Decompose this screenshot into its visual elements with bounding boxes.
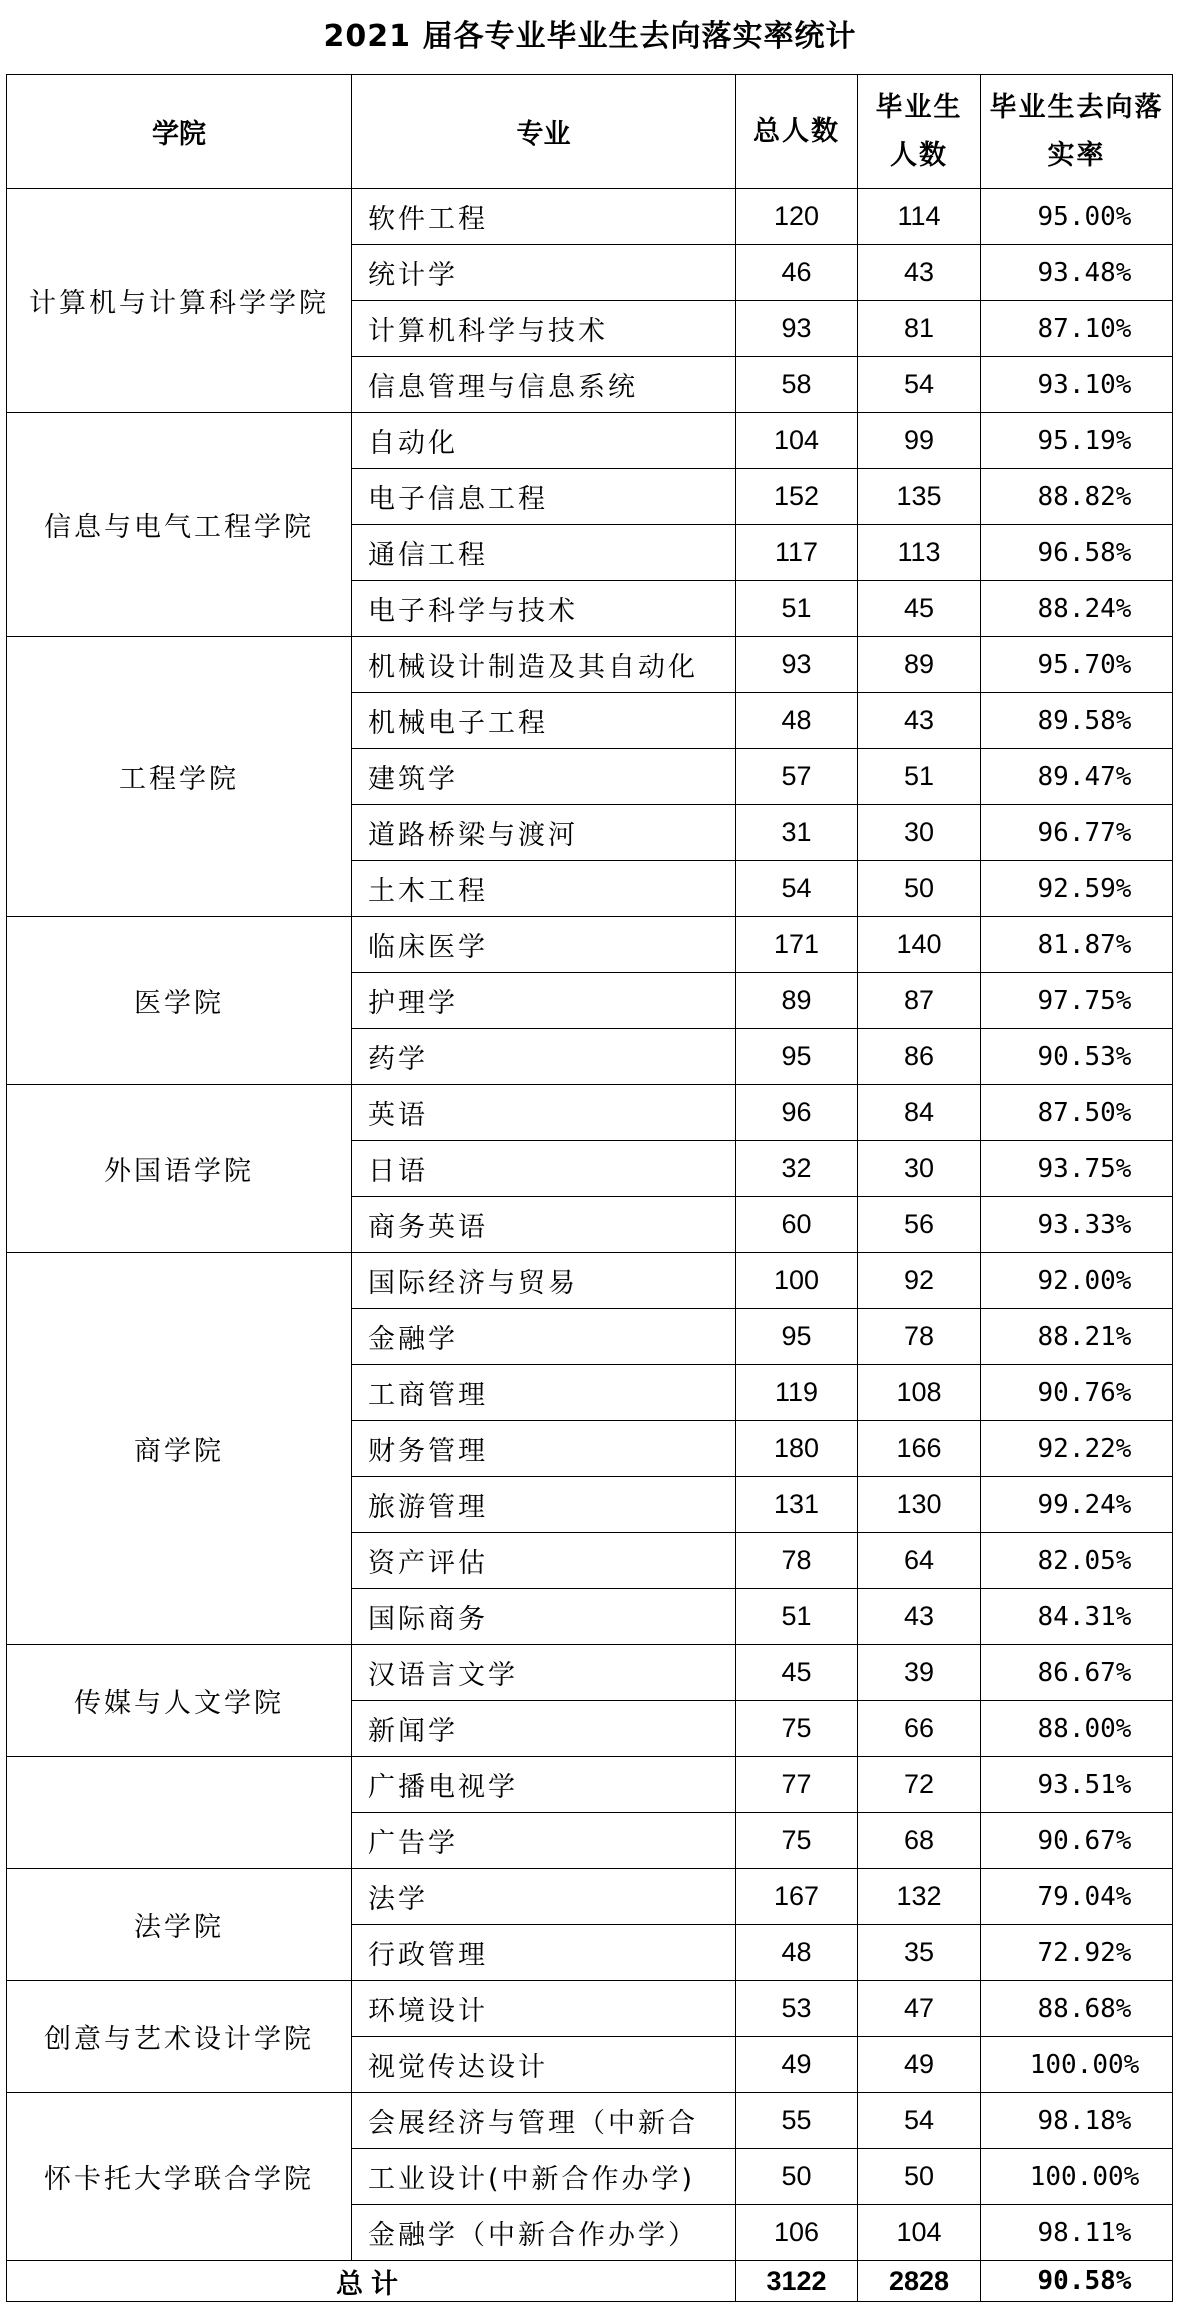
total-cell: 75 <box>736 1701 858 1757</box>
graduates-cell: 49 <box>858 2037 981 2093</box>
total-cell: 60 <box>736 1197 858 1253</box>
total-cell: 45 <box>736 1645 858 1701</box>
rate-cell: 72.92% <box>981 1925 1173 1981</box>
rate-cell: 79.04% <box>981 1869 1173 1925</box>
table-row <box>7 1085 1173 1141</box>
total-cell: 171 <box>736 917 858 973</box>
graduates-cell: 84 <box>858 1085 981 1141</box>
major-cell: 会展经济与管理（中新合 <box>352 2093 736 2149</box>
rate-cell: 86.67% <box>981 1645 1173 1701</box>
total-cell: 31 <box>736 805 858 861</box>
total-cell: 78 <box>736 1533 858 1589</box>
college-cell: 怀卡托大学联合学院 <box>7 2093 352 2261</box>
table-row <box>7 1757 1173 1813</box>
total-cell: 104 <box>736 413 858 469</box>
major-cell: 新闻学 <box>352 1701 736 1757</box>
major-cell: 电子信息工程 <box>352 469 736 525</box>
table-row <box>7 1253 1173 1309</box>
total-cell: 57 <box>736 749 858 805</box>
page-title: 2021 届各专业毕业生去向落实率统计 <box>323 19 857 54</box>
major-cell: 工业设计(中新合作办学) <box>352 2149 736 2205</box>
total-cell: 51 <box>736 581 858 637</box>
major-cell: 计算机科学与技术 <box>352 301 736 357</box>
total-cell: 120 <box>736 189 858 245</box>
rate-cell: 93.51% <box>981 1757 1173 1813</box>
major-cell: 英语 <box>352 1085 736 1141</box>
rate-cell: 82.05% <box>981 1533 1173 1589</box>
total-count: 3122 <box>736 2261 858 2302</box>
rate-cell: 81.87% <box>981 917 1173 973</box>
major-cell: 广播电视学 <box>352 1757 736 1813</box>
rate-cell: 84.31% <box>981 1589 1173 1645</box>
table-row <box>7 917 1173 973</box>
graduates-cell: 43 <box>858 1589 981 1645</box>
total-cell: 180 <box>736 1421 858 1477</box>
graduates-cell: 104 <box>858 2205 981 2261</box>
major-cell: 旅游管理 <box>352 1477 736 1533</box>
college-cell: 计算机与计算科学学院 <box>7 189 352 413</box>
rate-cell: 92.22% <box>981 1421 1173 1477</box>
major-cell: 视觉传达设计 <box>352 2037 736 2093</box>
rate-cell: 98.18% <box>981 2093 1173 2149</box>
rate-cell: 90.76% <box>981 1365 1173 1421</box>
graduates-cell: 56 <box>858 1197 981 1253</box>
major-cell: 日语 <box>352 1141 736 1197</box>
rate-cell: 88.82% <box>981 469 1173 525</box>
graduates-cell: 47 <box>858 1981 981 2037</box>
total-cell: 93 <box>736 301 858 357</box>
total-cell: 131 <box>736 1477 858 1533</box>
major-cell: 统计学 <box>352 245 736 301</box>
major-cell: 建筑学 <box>352 749 736 805</box>
total-cell: 32 <box>736 1141 858 1197</box>
graduates-cell: 130 <box>858 1477 981 1533</box>
header-major: 专业 <box>352 75 736 189</box>
rate-cell: 88.68% <box>981 1981 1173 2037</box>
rate-cell: 93.10% <box>981 357 1173 413</box>
total-rate: 90.58% <box>981 2261 1173 2302</box>
rate-cell: 96.77% <box>981 805 1173 861</box>
rate-cell: 87.50% <box>981 1085 1173 1141</box>
graduates-cell: 113 <box>858 525 981 581</box>
major-cell: 电子科学与技术 <box>352 581 736 637</box>
total-cell: 48 <box>736 1925 858 1981</box>
rate-cell: 93.48% <box>981 245 1173 301</box>
rate-cell: 95.19% <box>981 413 1173 469</box>
total-cell: 117 <box>736 525 858 581</box>
major-cell: 金融学 <box>352 1309 736 1365</box>
table-row <box>7 637 1173 693</box>
graduates-cell: 92 <box>858 1253 981 1309</box>
graduates-cell: 132 <box>858 1869 981 1925</box>
graduates-cell: 89 <box>858 637 981 693</box>
college-cell: 创意与艺术设计学院 <box>7 1981 352 2093</box>
total-cell: 48 <box>736 693 858 749</box>
major-cell: 自动化 <box>352 413 736 469</box>
college-cell: 外国语学院 <box>7 1085 352 1253</box>
rate-cell: 89.58% <box>981 693 1173 749</box>
major-cell: 广告学 <box>352 1813 736 1869</box>
rate-cell: 89.47% <box>981 749 1173 805</box>
table-header-row <box>7 75 1173 189</box>
header-rate: 毕业生去向落实率 <box>981 75 1173 189</box>
major-cell: 国际经济与贸易 <box>352 1253 736 1309</box>
graduates-cell: 78 <box>858 1309 981 1365</box>
total-cell: 77 <box>736 1757 858 1813</box>
major-cell: 商务英语 <box>352 1197 736 1253</box>
graduates-cell: 35 <box>858 1925 981 1981</box>
graduates-cell: 66 <box>858 1701 981 1757</box>
graduates-cell: 108 <box>858 1365 981 1421</box>
rate-cell: 92.59% <box>981 861 1173 917</box>
total-cell: 167 <box>736 1869 858 1925</box>
rate-cell: 93.75% <box>981 1141 1173 1197</box>
total-cell: 152 <box>736 469 858 525</box>
major-cell: 环境设计 <box>352 1981 736 2037</box>
major-cell: 资产评估 <box>352 1533 736 1589</box>
total-cell: 89 <box>736 973 858 1029</box>
graduates-cell: 43 <box>858 693 981 749</box>
graduates-cell: 43 <box>858 245 981 301</box>
total-cell: 93 <box>736 637 858 693</box>
rate-cell: 87.10% <box>981 301 1173 357</box>
total-cell: 54 <box>736 861 858 917</box>
table-row <box>7 1645 1173 1701</box>
graduates-cell: 166 <box>858 1421 981 1477</box>
college-cell <box>7 1757 352 1869</box>
total-cell: 46 <box>736 245 858 301</box>
college-cell: 传媒与人文学院 <box>7 1645 352 1757</box>
major-cell: 行政管理 <box>352 1925 736 1981</box>
major-cell: 机械电子工程 <box>352 693 736 749</box>
graduates-cell: 30 <box>858 805 981 861</box>
major-cell: 软件工程 <box>352 189 736 245</box>
table-row <box>7 413 1173 469</box>
graduates-cell: 64 <box>858 1533 981 1589</box>
graduates-cell: 54 <box>858 357 981 413</box>
graduates-cell: 135 <box>858 469 981 525</box>
total-cell: 53 <box>736 1981 858 2037</box>
graduates-cell: 72 <box>858 1757 981 1813</box>
total-cell: 96 <box>736 1085 858 1141</box>
major-cell: 护理学 <box>352 973 736 1029</box>
graduates-cell: 114 <box>858 189 981 245</box>
major-cell: 土木工程 <box>352 861 736 917</box>
header-total: 总人数 <box>736 75 858 189</box>
employment-rate-table <box>6 74 1173 2302</box>
total-cell: 95 <box>736 1309 858 1365</box>
graduates-cell: 86 <box>858 1029 981 1085</box>
rate-cell: 88.24% <box>981 581 1173 637</box>
rate-cell: 95.00% <box>981 189 1173 245</box>
rate-cell: 93.33% <box>981 1197 1173 1253</box>
rate-cell: 99.24% <box>981 1477 1173 1533</box>
graduates-cell: 30 <box>858 1141 981 1197</box>
total-cell: 75 <box>736 1813 858 1869</box>
rate-cell: 92.00% <box>981 1253 1173 1309</box>
college-cell: 工程学院 <box>7 637 352 917</box>
graduates-cell: 51 <box>858 749 981 805</box>
graduates-cell: 45 <box>858 581 981 637</box>
major-cell: 国际商务 <box>352 1589 736 1645</box>
major-cell: 机械设计制造及其自动化 <box>352 637 736 693</box>
college-cell: 商学院 <box>7 1253 352 1645</box>
total-cell: 51 <box>736 1589 858 1645</box>
graduates-cell: 68 <box>858 1813 981 1869</box>
rate-cell: 100.00% <box>981 2037 1173 2093</box>
total-cell: 58 <box>736 357 858 413</box>
graduates-cell: 99 <box>858 413 981 469</box>
major-cell: 工商管理 <box>352 1365 736 1421</box>
rate-cell: 95.70% <box>981 637 1173 693</box>
college-cell: 信息与电气工程学院 <box>7 413 352 637</box>
rate-cell: 90.67% <box>981 1813 1173 1869</box>
table-row <box>7 2093 1173 2149</box>
graduates-cell: 81 <box>858 301 981 357</box>
major-cell: 信息管理与信息系统 <box>352 357 736 413</box>
graduates-cell: 50 <box>858 2149 981 2205</box>
total-cell: 100 <box>736 1253 858 1309</box>
header-college: 学院 <box>7 75 352 189</box>
total-cell: 50 <box>736 2149 858 2205</box>
college-cell: 法学院 <box>7 1869 352 1981</box>
rate-cell: 88.21% <box>981 1309 1173 1365</box>
major-cell: 金融学（中新合作办学） <box>352 2205 736 2261</box>
rate-cell: 88.00% <box>981 1701 1173 1757</box>
table-row <box>7 1981 1173 2037</box>
table-row <box>7 189 1173 245</box>
total-label: 总计 <box>7 2261 736 2302</box>
rate-cell: 96.58% <box>981 525 1173 581</box>
graduates-cell: 140 <box>858 917 981 973</box>
major-cell: 通信工程 <box>352 525 736 581</box>
major-cell: 法学 <box>352 1869 736 1925</box>
major-cell: 临床医学 <box>352 917 736 973</box>
total-graduates: 2828 <box>858 2261 981 2302</box>
table-body <box>7 189 1173 2261</box>
header-graduates: 毕业生人数 <box>858 75 981 189</box>
college-cell: 医学院 <box>7 917 352 1085</box>
major-cell: 财务管理 <box>352 1421 736 1477</box>
rate-cell: 90.53% <box>981 1029 1173 1085</box>
total-cell: 55 <box>736 2093 858 2149</box>
major-cell: 道路桥梁与渡河 <box>352 805 736 861</box>
total-cell: 49 <box>736 2037 858 2093</box>
rate-cell: 97.75% <box>981 973 1173 1029</box>
major-cell: 汉语言文学 <box>352 1645 736 1701</box>
graduates-cell: 39 <box>858 1645 981 1701</box>
major-cell: 药学 <box>352 1029 736 1085</box>
total-cell: 106 <box>736 2205 858 2261</box>
total-cell: 119 <box>736 1365 858 1421</box>
rate-cell: 98.11% <box>981 2205 1173 2261</box>
graduates-cell: 87 <box>858 973 981 1029</box>
total-row <box>7 2261 1173 2302</box>
total-cell: 95 <box>736 1029 858 1085</box>
table-row <box>7 1869 1173 1925</box>
rate-cell: 100.00% <box>981 2149 1173 2205</box>
graduates-cell: 54 <box>858 2093 981 2149</box>
graduates-cell: 50 <box>858 861 981 917</box>
